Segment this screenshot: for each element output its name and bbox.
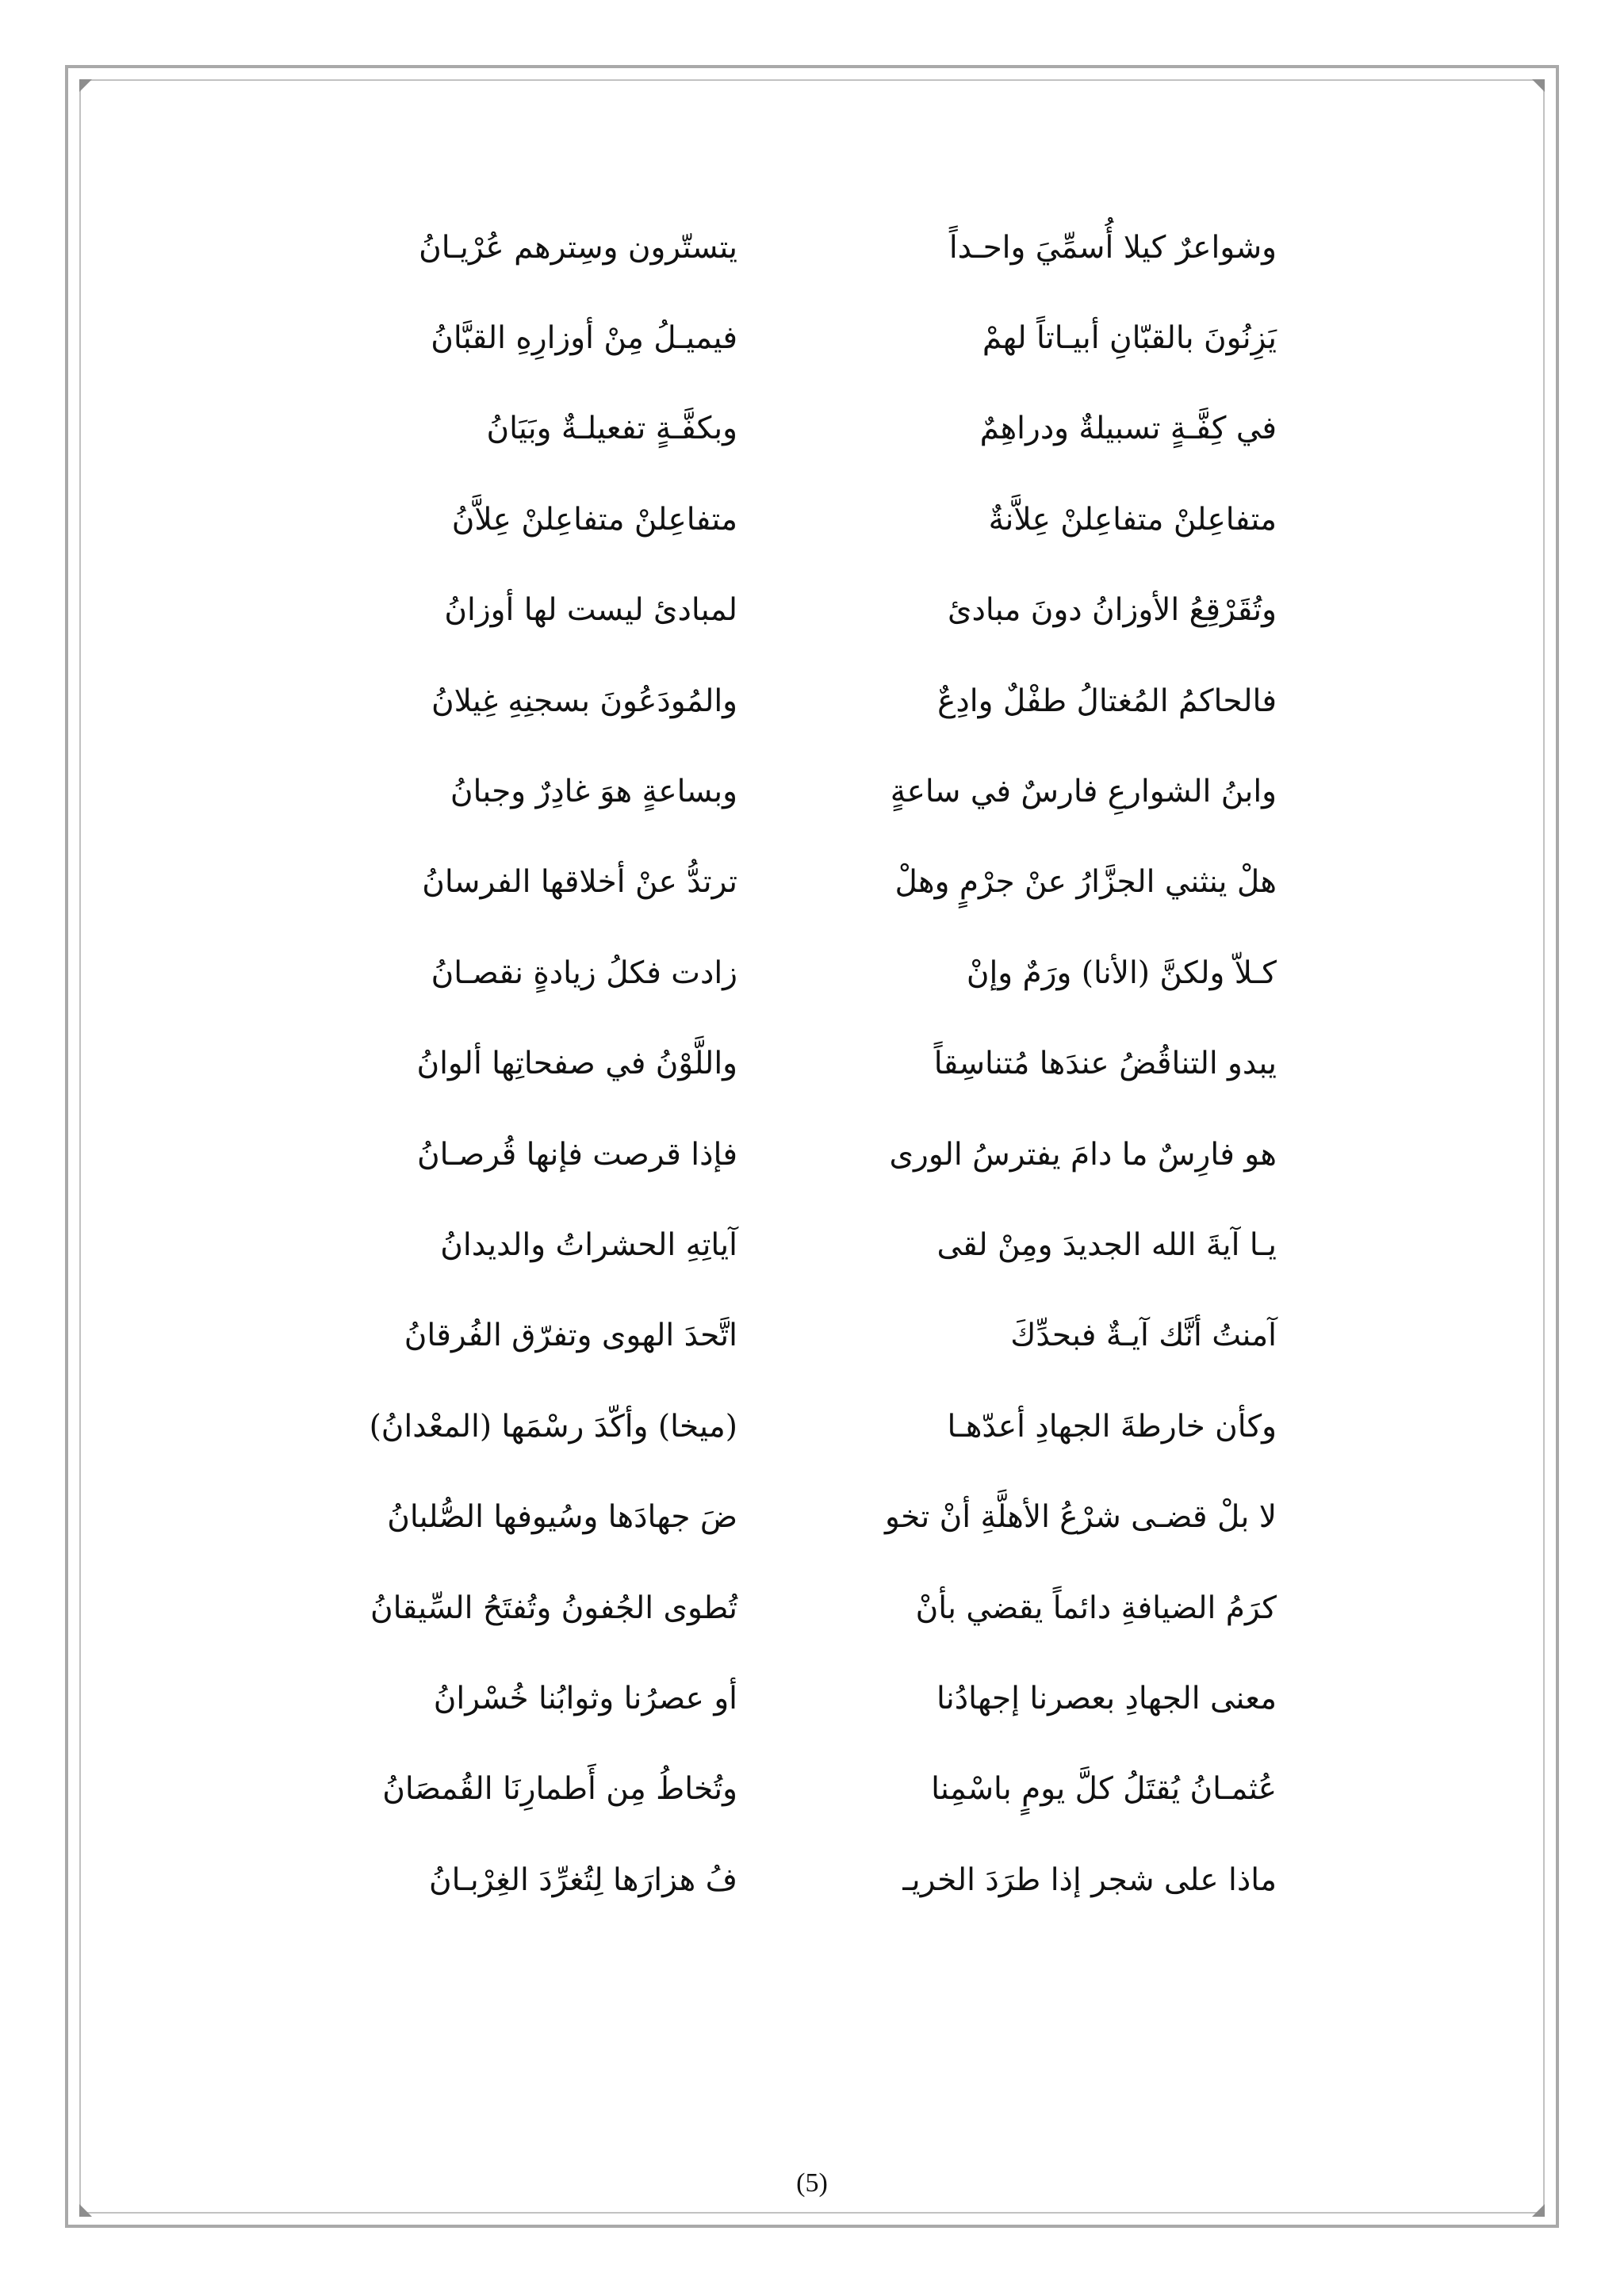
verse [341, 474, 1277, 564]
verse [341, 1835, 1277, 1925]
second-hemistich: (ميخا) وأكّدَ رسْمَها (المعْدانُ) [369, 1408, 737, 1445]
corner-ornament-bottom-left [79, 2204, 92, 2217]
verse [341, 656, 1277, 746]
first-hemistich: يـا آيةَ الله الجديدَ ومِنْ لقى [936, 1226, 1277, 1263]
second-hemistich: آياتِهِ الحشراتُ والديدانُ [440, 1226, 737, 1263]
first-hemistich: معنى الجهادِ بعصرنا إجهادُنا [936, 1680, 1277, 1716]
verse [341, 565, 1277, 656]
second-hemistich: ترتدُّ عنْ أخلاقها الفرسانُ [422, 864, 737, 901]
first-hemistich: في كِفَّـةٍ تسبيلةٌ ودراهِمٌ [979, 411, 1277, 447]
second-hemistich: وتُخاطُ مِن أَطمارِنَا القُمصَانُ [382, 1771, 737, 1808]
first-hemistich: وكأن خارطةَ الجهادِ أعدّهـا [947, 1408, 1277, 1445]
first-hemistich: وابنُ الشوارعِ فارسٌ في ساعةٍ [890, 774, 1277, 810]
verse [341, 1744, 1277, 1835]
first-hemistich: وشواعرٌ كيلا أُسمِّيَ واحـداً [948, 229, 1277, 266]
first-hemistich: هلْ ينثني الجزَّارُ عنْ جرْمٍ وهلْ [894, 864, 1277, 901]
first-hemistich: كـلاّ ولكنَّ (الأنا) ورَمٌ وإنْ [966, 955, 1277, 991]
first-hemistich: كرَمُ الضيافةِ دائماً يقضي بأنْ [915, 1590, 1277, 1626]
first-hemistich: هو فارِسٌ ما دامَ يفترسُ الورى [889, 1136, 1277, 1173]
verse [341, 1563, 1277, 1653]
second-hemistich: أو عصرُنا وثوابُنا خُسْرانُ [433, 1680, 737, 1716]
second-hemistich: فُ هزارَها لِتُغرِّدَ الغِرْبـانُ [428, 1862, 737, 1898]
second-hemistich: اتَّحدَ الهوى وتفرّق الفُرقانُ [404, 1318, 737, 1354]
first-hemistich: لا بلْ قضـى شرْعُ الأهلَّةِ أنْ تخو [885, 1499, 1277, 1536]
second-hemistich: فيميـلُ مِنْ أوزارِهِ القبَّانُ [431, 320, 737, 357]
second-hemistich: لمبادئ ليست لها أوزانُ [444, 592, 737, 629]
verse [341, 1381, 1277, 1471]
corner-ornament-bottom-right [1532, 2204, 1545, 2217]
second-hemistich: تُطوى الجُفونُ وتُفتَحُ السِّيقانُ [370, 1590, 737, 1626]
first-hemistich: يبدو التناقُضُ عندَها مُتناسِقاً [933, 1046, 1277, 1082]
corner-ornament-top-right [1532, 79, 1545, 92]
first-hemistich: يَزِنُونَ بالقبّانِ أبيـاتاً لهمْ [982, 320, 1277, 357]
verse [341, 837, 1277, 928]
second-hemistich: واللَّوْنُ في صفحاتِها ألوانُ [416, 1046, 737, 1082]
second-hemistich: وبكفَّـةٍ تفعيلـةٌ وبَيَانُ [486, 411, 737, 447]
verse [341, 1653, 1277, 1743]
first-hemistich: متفاعِلنْ متفاعِلنْ عِلاَّنةٌ [988, 501, 1277, 538]
second-hemistich: ضَ جهادَها وسُيوفها الصُّلبانُ [387, 1499, 737, 1536]
first-hemistich: عُثمـانُ يُقتَلُ كلَّ يومٍ باسْمِنا [931, 1771, 1277, 1808]
second-hemistich: والمُودَعُونَ بسجنِهِ غِيلانُ [431, 683, 737, 719]
first-hemistich: فالحاكمُ المُغتالُ طفْلٌ وادِعٌ [937, 683, 1277, 719]
first-hemistich: آمنتُ أنَّك آيـةٌ فبحدِّكَ [1010, 1318, 1277, 1354]
poem [341, 202, 1277, 1925]
verse [341, 928, 1277, 1018]
verse [341, 1291, 1277, 1381]
verse [341, 746, 1277, 836]
verse [341, 384, 1277, 474]
verse [341, 1019, 1277, 1109]
second-hemistich: زادت فكلُ زيادةٍ نقصـانُ [431, 955, 737, 991]
second-hemistich: يتستّرون وسِترهم عُرْيـانُ [419, 229, 737, 266]
verse [341, 202, 1277, 293]
verse [341, 1109, 1277, 1200]
first-hemistich: وتُقَرْقِعُ الأوزانُ دونَ مبادئ [947, 592, 1277, 629]
page-number: (5) [796, 2168, 828, 2198]
corner-ornament-top-left [79, 79, 92, 92]
second-hemistich: فإذا قرصت فإنها قُرصـانُ [417, 1136, 737, 1173]
verse [341, 1471, 1277, 1562]
second-hemistich: وبساعةٍ هوَ غادِرٌ وجبانُ [450, 774, 737, 810]
second-hemistich: متفاعِلنْ متفاعِلنْ عِلاَّنُ [451, 501, 737, 538]
verse [341, 293, 1277, 383]
verse [341, 1200, 1277, 1290]
first-hemistich: ماذا على شجر إذا طرَدَ الخريـ [902, 1862, 1277, 1898]
